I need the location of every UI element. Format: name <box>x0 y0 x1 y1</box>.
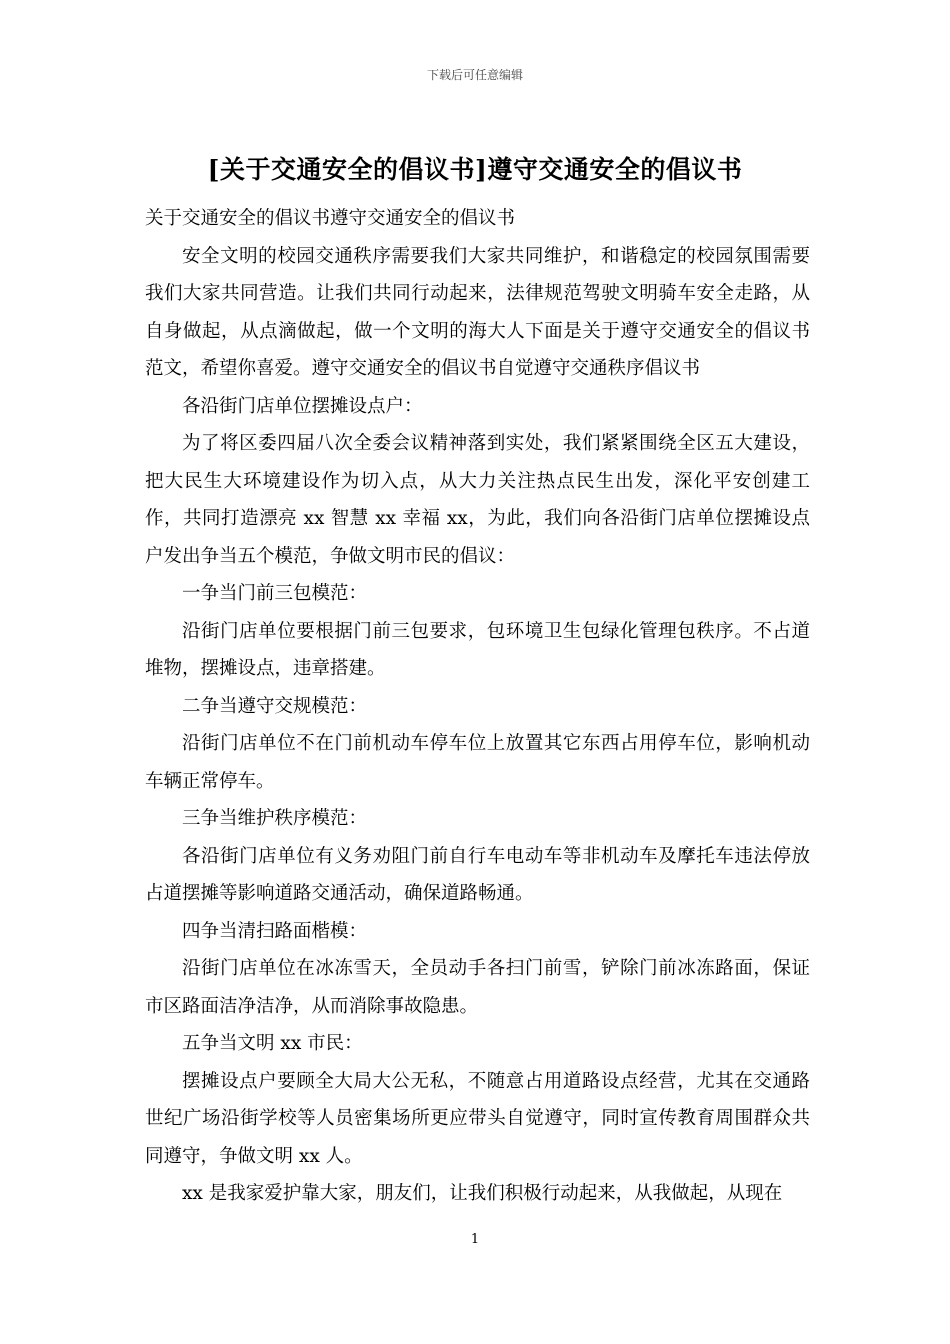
page-number: 1 <box>470 1232 480 1247</box>
paragraph: 五争当文明 xx 市民： <box>182 1033 363 1054</box>
paragraph: 安全文明的校园交通秩序需要我们大家共同维护，和谐稳定的校园氛围需要我们大家共同营造。让我们共同行动起来，法律规范驾驶文明骑车安全走路，从自身做起，从点滴做起，做一个文明的海大人下面是关于遵守交通安全的倡议书范文，希望你喜爱。遵守交通安全的倡议书自觉遵守交通秩序倡议书 <box>145 245 810 379</box>
paragraph: 一争当门前三包模范： <box>182 583 368 604</box>
paragraph: 二争当遵守交规模范： <box>182 695 368 717</box>
paragraph: 沿街门店单位在冰冻雪天，全员动手各扫门前雪，铲除门前冰冻路面，保证市区路面洁净洁净，从而消除事故隐患。 <box>145 958 810 1017</box>
header-note: 下载后可任意编辑 <box>426 68 523 82</box>
document-body <box>145 200 810 1213</box>
paragraph: 各沿街门店单位摆摊设点户： <box>182 395 423 417</box>
paragraph: 沿街门店单位不在门前机动车停车位上放置其它东西占用停车位，影响机动车辆正常停车。 <box>145 733 810 792</box>
document-title: [关于交通安全的倡议书]遵守交通安全的倡议书 <box>207 155 743 184</box>
paragraph: 为了将区委四届八次全委会议精神落到实处，我们紧紧围绕全区五大建设，把大民生大环境建设作为切入点，从大力关注热点民生出发，深化平安创建工作，共同打造漂亮 xx 智慧 xx 幸福 xx，为此，我们向各沿街门店单位摆摊设点户发出争当五个模范，争做文明市民的倡议： <box>145 433 810 567</box>
paragraph: 关于交通安全的倡议书遵守交通安全的倡议书 <box>145 208 516 229</box>
paragraph: 三争当维护秩序模范： <box>182 808 368 829</box>
paragraph: xx 是我家爱护靠大家，朋友们，让我们积极行动起来，从我做起，从现在 <box>182 1183 783 1204</box>
paragraph: 沿街门店单位要根据门前三包要求，包环境卫生包绿化管理包秩序。不占道堆物，摆摊设点，违章搭建。 <box>145 620 810 679</box>
paragraph: 摆摊设点户要顾全大局大公无私，不随意占用道路设点经营，尤其在交通路世纪广场沿街学校等人员密集场所更应带头自觉遵守，同时宣传教育周围群众共同遵守，争做文明 xx 人。 <box>145 1070 810 1167</box>
paragraph: 四争当清扫路面楷模： <box>182 920 368 942</box>
paragraph: 各沿街门店单位有义务劝阻门前自行车电动车等非机动车及摩托车违法停放占道摆摊等影响道路交通活动，确保道路畅通。 <box>145 845 810 904</box>
